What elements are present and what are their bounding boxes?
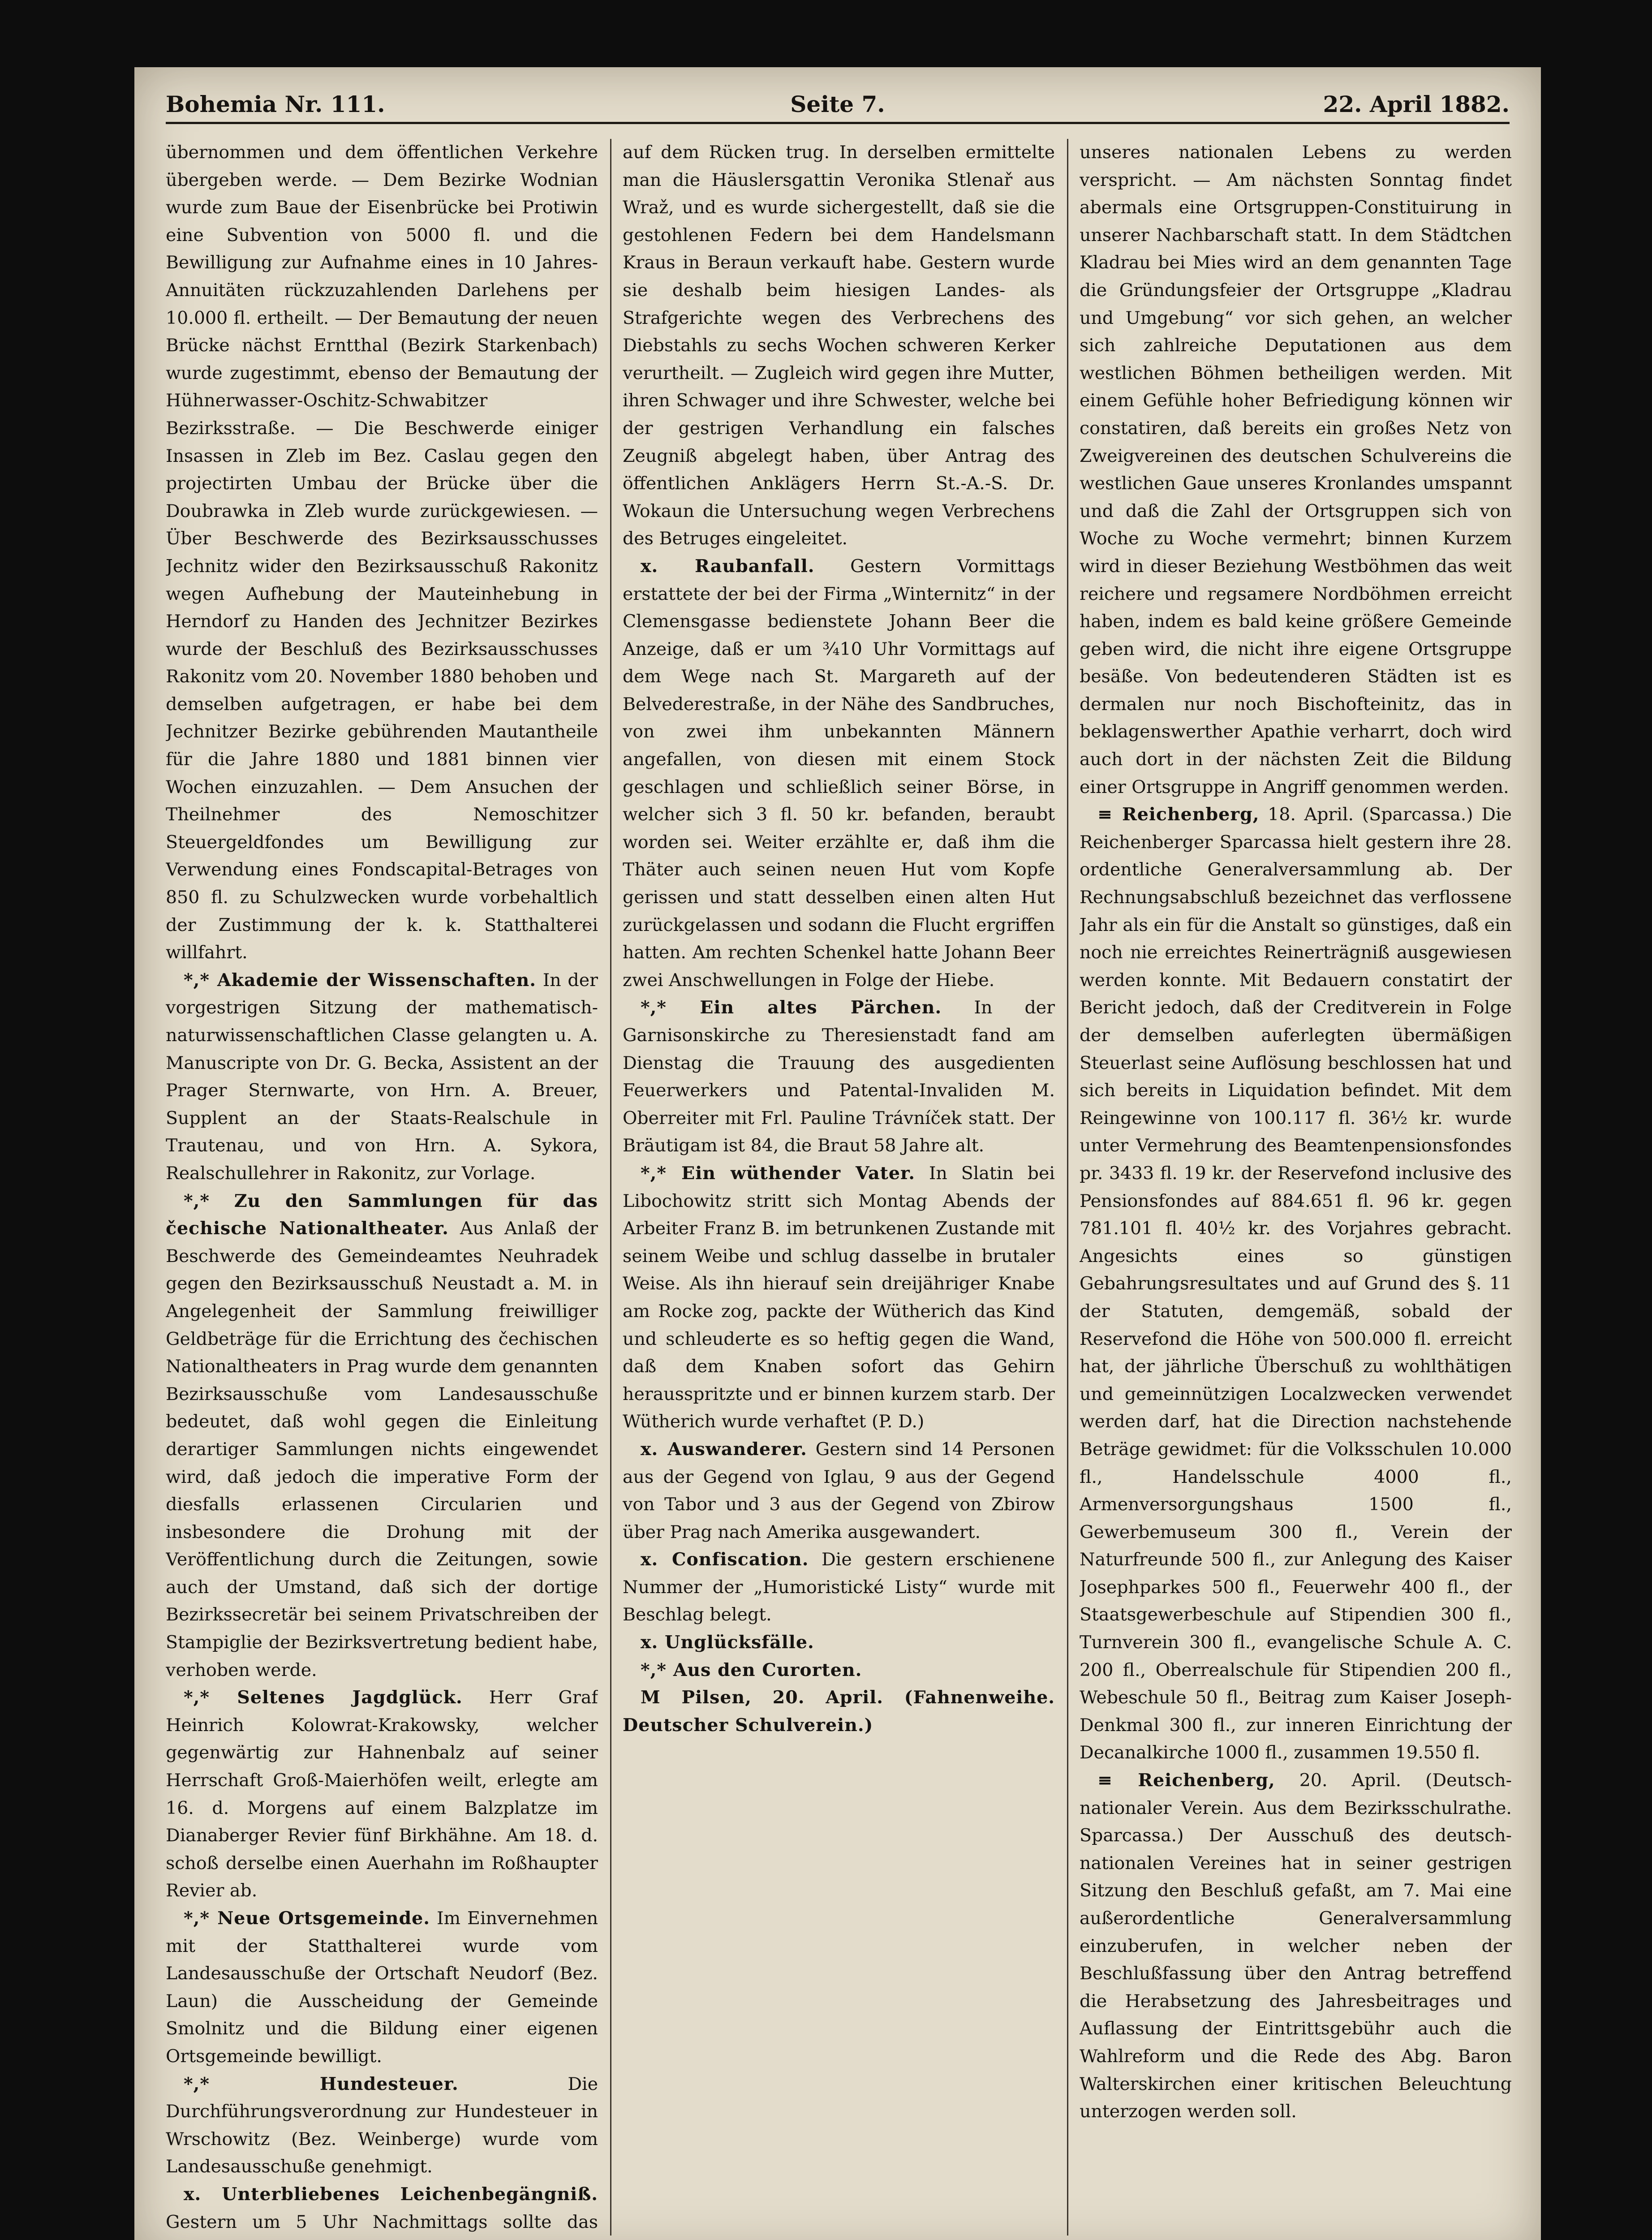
article-text: auf dem Rücken trug. In derselben ermittelte man die Häuslersgattin Veronika Stlenař aus Wraž, und es wurde sichergestellt, daß sie die gestohlenen Federn bei dem Handelsmann Kraus in Beraun verkauft habe. Gestern wurde sie deshalb beim hiesigen Landes- als Strafgerichte wegen des Verbrechens des Diebstahls zu sechs Wochen schweren Kerker verurtheilt. — Zugleich wird gegen ihre Mutter, ihren Schwager und ihre Schwester, welche bei der gestrigen Verhandlung ein falsches Zeugniß abgelegt haben, über Antrag des öffentlichen Anklägers Herrn St.-A.-S. Dr. Wokaun die Untersuchung wegen Verbrechens des Betruges eingeleitet.: [623, 142, 1055, 549]
article-text: Herr Graf Heinrich Kolowrat-Krakowsky, welcher gegenwärtig zur Hahnenbalz auf seiner Herrschaft Groß-Maierhöfen weilt, erlegte am 16. d. Morgens auf einem Balzplatze im Dianaberger Revier fünf Birkhähne. Am 18. d. schoß derselbe einen Auerhahn im Roßhaupter Revier ab.: [166, 1687, 598, 1901]
article-heading: *,* Aus den Curorten.: [641, 1659, 862, 1680]
article-paragraph: [1080, 1767, 1512, 2126]
article-heading: x. Unterbliebenes Leichenbegängniß.: [184, 2184, 598, 2205]
article-heading: x. Auswanderer.: [641, 1439, 807, 1460]
article-heading: *,* Hundesteuer.: [184, 2073, 459, 2094]
article-text: Die gestern erschienene Nummer der „Humoristické Listy“ wurde mit Beschlag belegt.: [623, 1549, 1055, 1625]
article-heading-line: [623, 1657, 1055, 1684]
column-rule: [1067, 139, 1068, 2236]
article-paragraph: [623, 553, 1055, 995]
column-1: [166, 139, 598, 2236]
article-heading: *,* Akademie der Wissenschaften.: [184, 969, 537, 991]
article-paragraph: [1080, 139, 1512, 801]
article-heading-line: [623, 1629, 1055, 1657]
article-paragraph: [623, 1436, 1055, 1546]
article-heading: *,* Neue Ortsgemeinde.: [184, 1908, 430, 1929]
article-heading-line: [623, 1684, 1055, 1739]
article-paragraph: [623, 1546, 1055, 1629]
article-heading: M Pilsen, 20. April. (Fahnenweihe. Deutscher Schulverein.): [623, 1687, 1055, 1736]
column-2: [623, 139, 1055, 2236]
article-text: Im Einvernehmen mit der Statthalterei wurde vom Landesausschuße der Ortschaft Neudorf (Bez. Laun) die Ausscheidung der Gemeinde Smolnitz und die Bildung einer eigenen Ortsgemeinde bewilligt.: [166, 1908, 598, 2067]
article-paragraph: [166, 139, 598, 967]
article-heading: ≡ Reichenberg,: [1097, 804, 1260, 825]
article-heading: ≡ Reichenberg,: [1097, 1770, 1275, 1791]
article-heading: *,* Ein wüthender Vater.: [641, 1163, 915, 1184]
article-heading: x. Raubanfall.: [641, 556, 815, 577]
article-text: Die Durchführungsverordnung zur Hundesteuer in Wrschowitz (Bez. Weinberge) wurde vom Landesausschuße genehmigt.: [166, 2073, 598, 2177]
column-rule: [610, 139, 611, 2236]
article-text: 18. April. (Sparcassa.) Die Reichenberger Sparcassa hielt gestern ihre 28. ordentliche Generalversammlung ab. Der Rechnungsabschluß bezeichnet das verflossene Jahr als ein für die Anstalt so günstiges, daß ein noch nie erreichtes Reinerträgniß ausgewiesen werden konnte. Mit Bedauern constatirt der Bericht jedoch, daß der Creditverein in Folge der demselben auferlegten übermäßigen Steuerlast seine Auflösung beschlossen hat und sich bereits in Liquidation befindet. Mit dem Reingewinne von 100.117 fl. 36½ kr. wurde unter Vermehrung des Beamtenpensionsfondes pr. 3433 fl. 19 kr. der Reservefond inclusive des Pensionsfondes auf 884.651 fl. 96 kr. gegen 781.101 fl. 40½ kr. des Vorjahres gebracht. Angesichts eines so günstigen Gebahrungsresultates und auf Grund des §. 11 der Statuten, demgemäß, sobald der Reservefond die Höhe von 500.000 fl. erreicht hat, der jährliche Überschuß zu wohlthätigen und gemeinnützigen Localzwecken verwendet werden darf, hat die Direction nachstehende Beträge gewidmet: für die Volksschulen 10.000 fl., Handelsschule 4000 fl., Armenversorgungshaus 1500 fl., Gewerbemuseum 300 fl., Verein der Naturfreunde 500 fl., zur Anlegung des Kaiser Josephparkes 500 fl., Feuerwehr 400 fl., der Staatsgewerbeschule auf Stipendien 300 fl., Turnverein 300 fl., evangelische Schule A. C. 200 fl., Oberrealschule für Stipendien 200 fl., Webeschule 50 fl., Beitrag zum Kaiser Joseph-Denkmal 300 fl., zur inneren Einrichtung der Decanalkirche 1000 fl., zusammen 19.550 fl.: [1080, 804, 1512, 1763]
article-paragraph: [166, 1905, 598, 2071]
article-paragraph: [623, 1160, 1055, 1436]
article-text: Gestern sind 14 Personen aus der Gegend von Iglau, 9 aus der Gegend von Tabor und 3 aus der Gegend von Zbirow über Prag nach Amerika ausgewandert.: [623, 1439, 1055, 1542]
article-paragraph: [623, 994, 1055, 1160]
newspaper-issue: Bohemia Nr. 111.: [166, 91, 385, 117]
article-text: In der vorgestrigen Sitzung der mathematisch-naturwissenschaftlichen Classe gelangten u. A. Manuscripte von Dr. G. Becka, Assistent an der Prager Sternwarte, von Hrn. A. Breuer, Supplent an der Staats-Realschule in Trautenau, und von Hrn. A. Sykora, Realschullehrer in Rakonitz, zur Vorlage.: [166, 969, 598, 1184]
article-text: unseres nationalen Lebens zu werden verspricht. — Am nächsten Sonntag findet abermals eine Ortsgruppen-Constituirung in unserer Nachbarschaft statt. In dem Städtchen Kladrau bei Mies wird an dem genannten Tage die Gründungsfeier der Ortsgruppe „Kladrau und Umgebung“ vor sich gehen, an welcher sich zahlreiche Deputationen aus dem westlichen Böhmen betheiligen werden. Mit einem Gefühle hoher Befriedigung können wir constatiren, daß bereits ein großes Netz von Zweigvereinen des deutschen Schulvereins die westlichen Gaue unseres Kronlandes umspannt und daß die Zahl der Ortsgruppen sich von Woche zu Woche vermehrt; binnen Kurzem wird in dieser Beziehung Westböhmen das weit reichere und regsamere Nordböhmen erreicht haben, indem es bald keine größere Gemeinde geben wird, die nicht ihre eigene Ortsgruppe besäße. Von bedeutenderen Städten ist es dermalen nur noch Bischofteinitz, das in beklagenswerther Apathie verharrt, doch wird auch dort in der nächsten Zeit die Bildung einer Ortsgruppe in Angriff genommen werden.: [1080, 142, 1512, 797]
article-text: übernommen und dem öffentlichen Verkehre übergeben werde. — Dem Bezirke Wodnian wurde zum Baue der Eisenbrücke bei Protiwin eine Subvention von 5000 fl. und die Bewilligung zur Aufnahme eines in 10 Jahres-Annuitäten rückzuzahlenden Darlehens per 10.000 fl. ertheilt. — Der Bemautung der neuen Brücke nächst Erntthal (Bezirk Starkenbach) wurde zugestimmt, ebenso der Bemautung der Hühnerwasser-Oschitz-Schwabitzer Bezirksstraße. — Die Beschwerde einiger Insassen in Zleb im Bez. Caslau gegen den projectirten Umbau der Brücke über die Doubrawka in Zleb wurde zurückgewiesen. — Über Beschwerde des Bezirksausschusses Jechnitz wider den Bezirksausschuß Rakonitz wegen Aufhebung der Mauteinhebung in Herndorf zu Handen des Jechnitzer Bezirkes wurde der Beschluß des Bezirksausschusses Rakonitz vom 20. November 1880 behoben und demselben aufgetragen, er habe bei dem Jechnitzer Bezirke gebührenden Mautantheile für die Jahre 1880 und 1881 binnen vier Wochen einzuzahlen. — Dem Ansuchen der Theilnehmer des Nemoschitzer Steuergeldfondes um Bewilligung zur Verwendung eines Fondscapital-Betrages von 850 fl. zu Schulzwecken wurde vorbehaltlich der Zustimmung der k. k. Statthalterei willfahrt.: [166, 142, 598, 963]
article-paragraph: [623, 139, 1055, 553]
article-paragraph: [166, 967, 598, 1188]
article-text: In der Garnisonskirche zu Theresienstadt fand am Dienstag die Trauung des ausgedienten Feuerwerkers und Patental-Invaliden M. Oberreiter mit Frl. Pauline Trávníček statt. Der Bräutigam ist 84, die Braut 58 Jahre alt.: [623, 997, 1055, 1156]
article-paragraph: [166, 1684, 598, 1905]
article-paragraph: [1080, 801, 1512, 1767]
article-text: Gestern Vormittags erstattete der bei der Firma „Winternitz“ in der Clemensgasse bedienstete Johann Beer die Anzeige, daß er um ¾10 Uhr Vormittags auf dem Wege nach St. Margareth auf der Belvederestraße, in der Nähe des Sandbruches, von zwei ihm unbekannten Männern angefallen, von diesen mit einem Stock geschlagen und schließlich seiner Börse, in welcher sich 3 fl. 50 kr. befanden, beraubt worden sei. Weiter erzählte er, daß ihm die Thäter auch seinen neuen Hut vom Kopfe gerissen und statt desselben einen alten Hut zurückgelassen und sodann die Flucht ergriffen hatten. Am rechten Schenkel hatte Johann Beer zwei Anschwellungen in Folge der Hiebe.: [623, 556, 1055, 991]
article-heading: *,* Seltenes Jagdglück.: [184, 1687, 463, 1708]
article-paragraph: [166, 2071, 598, 2181]
page-number: Seite 7.: [790, 91, 885, 117]
article-heading: *,* Ein altes Pärchen.: [641, 997, 942, 1018]
article-heading: x. Confiscation.: [641, 1549, 809, 1570]
column-3: [1080, 139, 1512, 2236]
masthead: [166, 86, 1510, 124]
article-text: 20. April. (Deutsch-nationaler Verein. Aus dem Bezirksschulrathe. Sparcassa.) Der Ausschuß des deutsch-nationalen Vereines hat in seiner gestrigen Sitzung den Beschluß gefaßt, am 7. Mai eine außerordentliche Generalversammlung einzuberufen, in welcher neben der Beschlußfassung über den Antrag betreffend die Herabsetzung des Jahresbeitrages und Auflassung der Eintrittsgebühr auch die Wahlreform und die Rede des Abg. Baron Walterskirchen einer kritischen Beleuchtung unterzogen werden soll.: [1080, 1770, 1512, 2122]
article-text: In Slatin bei Libochowitz stritt sich Montag Abends der Arbeiter Franz B. im betrunkenen Zustande mit seinem Weibe und schlug dasselbe in brutaler Weise. Als ihn hierauf sein dreijähriger Knabe am Rocke zog, packte der Wütherich das Kind und schleuderte es so heftig gegen die Wand, daß dem Knaben sofort das Gehirn herausspritzte und er binnen kurzem starb. Der Wütherich wurde verhaftet (P. D.): [623, 1163, 1055, 1432]
article-text: Gestern um 5 Uhr Nachmittags sollte das: [166, 2211, 598, 2232]
article-paragraph: [166, 2181, 598, 2236]
article-paragraph: [166, 1188, 598, 1684]
article-text: Aus Anlaß der Beschwerde des Gemeindeamtes Neuhradek gegen den Bezirksausschuß Neustadt a. M. in Angelegenheit der Sammlung freiwilliger Geldbeträge für die Errichtung des čechischen Nationaltheaters in Prag wurde dem genannten Bezirksausschuße vom Landesausschuße bedeutet, daß wohl gegen die Einleitung derartiger Sammlungen nichts eingewendet wird, daß jedoch die imperative Form der diesfalls erlassenen Circularien und insbesondere die Drohung mit der Veröffentlichung durch die Zeitungen, sowie auch der Umstand, daß sich der dortige Bezirkssecretär bei seinem Privatschreiben der Stampiglie der Bezirksvertretung bedient habe, verhoben werde.: [166, 1218, 598, 1680]
article-heading: x. Unglücksfälle.: [641, 1632, 814, 1653]
newspaper-page: [134, 67, 1541, 2240]
article-heading: *,* Zu den Sammlungen für das čechische Nationaltheater.: [166, 1190, 598, 1239]
issue-date: 22. April 1882.: [1323, 91, 1510, 117]
